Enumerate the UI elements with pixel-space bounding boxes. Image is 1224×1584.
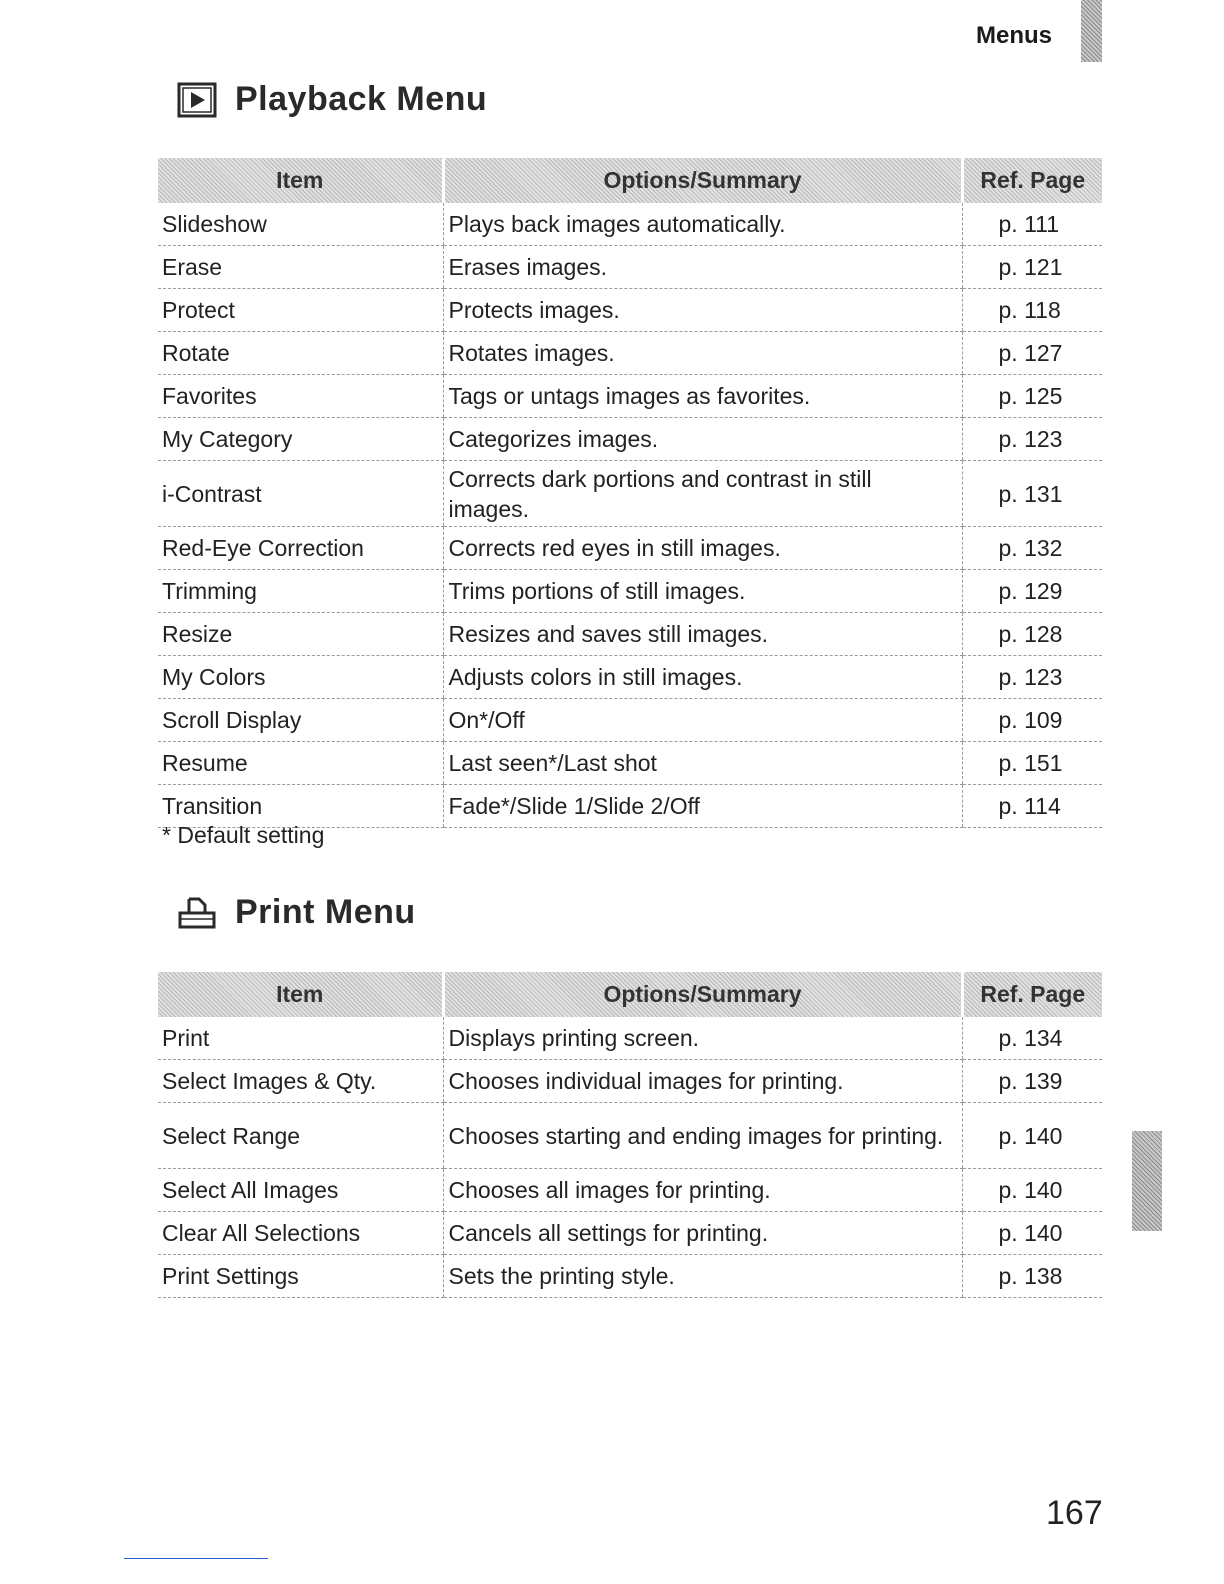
options-cell: Rotates images. — [443, 332, 962, 375]
item-cell: Select All Images — [158, 1169, 443, 1212]
table-row — [158, 570, 1102, 613]
section-thumb-tab — [1081, 0, 1102, 62]
item-cell: Favorites — [158, 375, 443, 418]
ref-page-cell: p. 109 — [962, 699, 1102, 742]
options-cell: Resizes and saves still images. — [443, 613, 962, 656]
table-row — [158, 418, 1102, 461]
table-row — [158, 527, 1102, 570]
item-cell: Resize — [158, 613, 443, 656]
options-cell: Categorizes images. — [443, 418, 962, 461]
default-setting-footnote: * Default setting — [162, 822, 325, 848]
table-row — [158, 699, 1102, 742]
table-row — [158, 246, 1102, 289]
table-row — [158, 613, 1102, 656]
print-menu-title: Print Menu — [235, 893, 416, 931]
ref-page-cell: p. 140 — [962, 1212, 1102, 1255]
options-cell: Fade*/Slide 1/Slide 2/Off — [443, 785, 962, 828]
ref-page-cell: p. 123 — [962, 656, 1102, 699]
options-cell: Cancels all settings for printing. — [443, 1212, 962, 1255]
ref-page-cell: p. 128 — [962, 613, 1102, 656]
print-menu-table — [158, 972, 1102, 1298]
table-row — [158, 656, 1102, 699]
ref-page-cell: p. 127 — [962, 332, 1102, 375]
options-cell: Sets the printing style. — [443, 1255, 962, 1298]
playback-menu-table — [158, 158, 1102, 828]
column-header-item: Item — [158, 158, 443, 203]
section-tag: Menus — [976, 22, 1053, 49]
options-cell: Trims portions of still images. — [443, 570, 962, 613]
chapter-thumb-tab — [1132, 1131, 1162, 1231]
ref-page-cell: p. 121 — [962, 246, 1102, 289]
options-cell: Tags or untags images as favorites. — [443, 375, 962, 418]
item-cell: My Category — [158, 418, 443, 461]
item-cell: Scroll Display — [158, 699, 443, 742]
options-cell: Erases images. — [443, 246, 962, 289]
table-header-row — [158, 158, 1102, 203]
column-header-ref-page: Ref. Page — [962, 972, 1102, 1017]
table-row — [158, 1212, 1102, 1255]
ref-page-cell: p. 134 — [962, 1017, 1102, 1060]
table-header-row — [158, 972, 1102, 1017]
item-cell: My Colors — [158, 656, 443, 699]
column-header-options: Options/Summary — [443, 972, 962, 1017]
column-header-options: Options/Summary — [443, 158, 962, 203]
item-cell: Select Images & Qty. — [158, 1060, 443, 1103]
table-row — [158, 375, 1102, 418]
print-icon — [177, 895, 217, 931]
item-cell: Print Settings — [158, 1255, 443, 1298]
item-cell: Slideshow — [158, 203, 443, 246]
options-cell: Adjusts colors in still images. — [443, 656, 962, 699]
ref-page-cell: p. 138 — [962, 1255, 1102, 1298]
table-row — [158, 461, 1102, 527]
ref-page-cell: p. 140 — [962, 1169, 1102, 1212]
column-header-ref-page: Ref. Page — [962, 158, 1102, 203]
options-cell: Chooses starting and ending images for printing. — [443, 1103, 962, 1169]
column-header-item: Item — [158, 972, 443, 1017]
options-cell: Last seen*/Last shot — [443, 742, 962, 785]
table-row — [158, 1017, 1102, 1060]
item-cell: Rotate — [158, 332, 443, 375]
page-number: 167 — [1046, 1494, 1103, 1532]
ref-page-cell: p. 123 — [962, 418, 1102, 461]
table-row — [158, 1255, 1102, 1298]
options-cell: Plays back images automatically. — [443, 203, 962, 246]
options-cell: Chooses all images for printing. — [443, 1169, 962, 1212]
options-cell: Protects images. — [443, 289, 962, 332]
item-cell: Erase — [158, 246, 443, 289]
options-cell: On*/Off — [443, 699, 962, 742]
item-cell: Select Range — [158, 1103, 443, 1169]
ref-page-cell: p. 114 — [962, 785, 1102, 828]
ref-page-cell: p. 140 — [962, 1103, 1102, 1169]
item-cell: Trimming — [158, 570, 443, 613]
table-row — [158, 1169, 1102, 1212]
footer-divider — [124, 1558, 268, 1559]
options-cell: Chooses individual images for printing. — [443, 1060, 962, 1103]
playback-menu-heading — [177, 80, 487, 119]
table-row — [158, 203, 1102, 246]
ref-page-cell: p. 139 — [962, 1060, 1102, 1103]
item-cell: Print — [158, 1017, 443, 1060]
item-cell: Resume — [158, 742, 443, 785]
ref-page-cell: p. 129 — [962, 570, 1102, 613]
table-row — [158, 289, 1102, 332]
item-cell: Clear All Selections — [158, 1212, 443, 1255]
table-row — [158, 742, 1102, 785]
options-cell: Corrects dark portions and contrast in still images. — [443, 461, 962, 527]
table-row — [158, 1060, 1102, 1103]
item-cell: i-Contrast — [158, 461, 443, 527]
ref-page-cell: p. 125 — [962, 375, 1102, 418]
print-menu-heading — [177, 893, 416, 932]
ref-page-cell: p. 111 — [962, 203, 1102, 246]
table-row — [158, 1103, 1102, 1169]
playback-icon — [177, 82, 217, 118]
item-cell: Red-Eye Correction — [158, 527, 443, 570]
ref-page-cell: p. 131 — [962, 461, 1102, 527]
item-cell: Protect — [158, 289, 443, 332]
ref-page-cell: p. 132 — [962, 527, 1102, 570]
ref-page-cell: p. 151 — [962, 742, 1102, 785]
playback-menu-title: Playback Menu — [235, 80, 488, 118]
ref-page-cell: p. 118 — [962, 289, 1102, 332]
options-cell: Corrects red eyes in still images. — [443, 527, 962, 570]
options-cell: Displays printing screen. — [443, 1017, 962, 1060]
item-cell: Transition — [158, 785, 443, 828]
table-row — [158, 332, 1102, 375]
